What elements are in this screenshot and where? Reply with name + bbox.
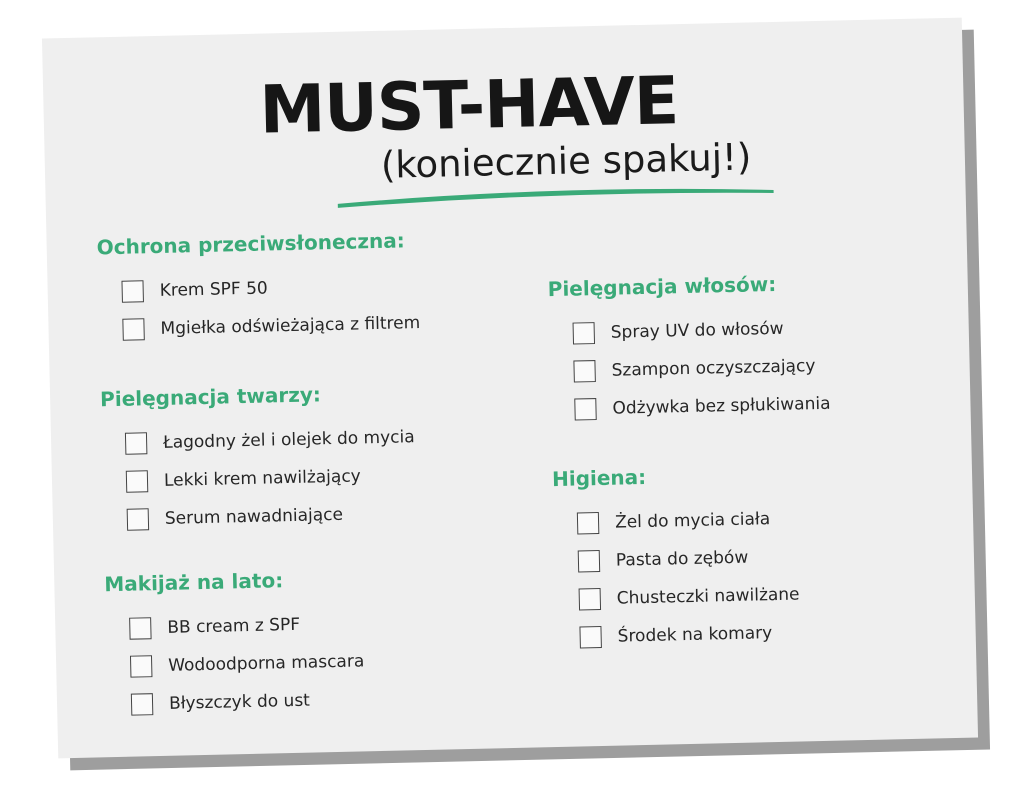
- checkbox[interactable]: [127, 508, 149, 530]
- checkbox[interactable]: [579, 626, 601, 648]
- checklist-item[interactable]: [131, 680, 366, 723]
- checklist-item-label: Odżywka bez spłukiwania: [612, 393, 831, 419]
- checklist-item-label: Chusteczki nawilżane: [616, 584, 800, 609]
- checklist: [105, 604, 366, 724]
- section-title: Pielęgnacja włosów:: [547, 271, 777, 302]
- checklist-item[interactable]: [578, 537, 800, 580]
- checkbox[interactable]: [121, 280, 143, 302]
- checklist-item[interactable]: [579, 613, 801, 656]
- checklist-item-label: Mgiełka odświeżająca z filtrem: [160, 313, 421, 339]
- checkbox[interactable]: [131, 693, 153, 715]
- checklist: [548, 309, 831, 429]
- checklist-item-label: Błyszczyk do ust: [168, 690, 311, 714]
- section-hair-care: [547, 271, 830, 429]
- checkbox[interactable]: [574, 398, 596, 420]
- checkbox[interactable]: [122, 318, 144, 340]
- checklist-item[interactable]: [126, 456, 416, 501]
- checklist: [553, 500, 801, 658]
- section-hygiene: [552, 462, 801, 658]
- checklist-item-label: Lekki krem nawilżający: [163, 466, 361, 491]
- section-summer-makeup: [104, 566, 365, 724]
- checklist-item-label: Wodoodporna mascara: [167, 651, 365, 676]
- checklist-item-label: Spray UV do włosów: [610, 318, 784, 343]
- checklist-item[interactable]: [574, 385, 831, 429]
- checklist-item-label: Szampon oczyszczający: [611, 356, 816, 381]
- page-subtitle: (koniecznie spakuj!): [380, 135, 752, 187]
- checklist-item[interactable]: [573, 347, 830, 391]
- page-title: MUST-HAVE: [258, 62, 679, 149]
- checkbox[interactable]: [577, 512, 599, 534]
- checklist-item-label: Środek na komary: [617, 623, 773, 647]
- checklist: [101, 418, 417, 539]
- checklist-item[interactable]: [125, 418, 415, 463]
- checklist-item-label: BB cream z SPF: [167, 614, 301, 638]
- checkbox[interactable]: [573, 360, 595, 382]
- checklist-card: [42, 18, 978, 759]
- checklist-item[interactable]: [126, 494, 416, 539]
- checklist-item-label: Żel do mycia ciała: [614, 509, 771, 533]
- checklist-item[interactable]: [577, 500, 799, 543]
- checklist-item[interactable]: [129, 604, 364, 647]
- checklist-item[interactable]: [130, 642, 365, 685]
- checkbox[interactable]: [125, 432, 147, 454]
- checklist-item-label: Łagodny żel i olejek do mycia: [162, 427, 415, 453]
- checklist-item[interactable]: [578, 575, 800, 618]
- checklist-item[interactable]: [572, 309, 829, 353]
- section-face-care: [100, 380, 417, 539]
- checkbox[interactable]: [578, 550, 600, 572]
- section-sun-protection: [96, 228, 420, 349]
- checkbox[interactable]: [126, 470, 148, 492]
- section-title: Higiena:: [551, 464, 647, 492]
- checklist-item-label: Krem SPF 50: [159, 278, 268, 301]
- section-title: Pielęgnacja twarzy:: [99, 382, 322, 412]
- checklist: [97, 266, 420, 349]
- checklist-item-label: Pasta do zębów: [615, 547, 749, 571]
- checklist-item[interactable]: [122, 304, 420, 349]
- checkbox[interactable]: [579, 588, 601, 610]
- section-title: Ochrona przeciwsłoneczna:: [96, 228, 405, 260]
- checkbox[interactable]: [129, 617, 151, 639]
- checklist-item-label: Serum nawadniające: [164, 504, 344, 529]
- checkbox[interactable]: [573, 322, 595, 344]
- section-title: Makijaż na lato:: [104, 568, 284, 597]
- checkbox[interactable]: [130, 655, 152, 677]
